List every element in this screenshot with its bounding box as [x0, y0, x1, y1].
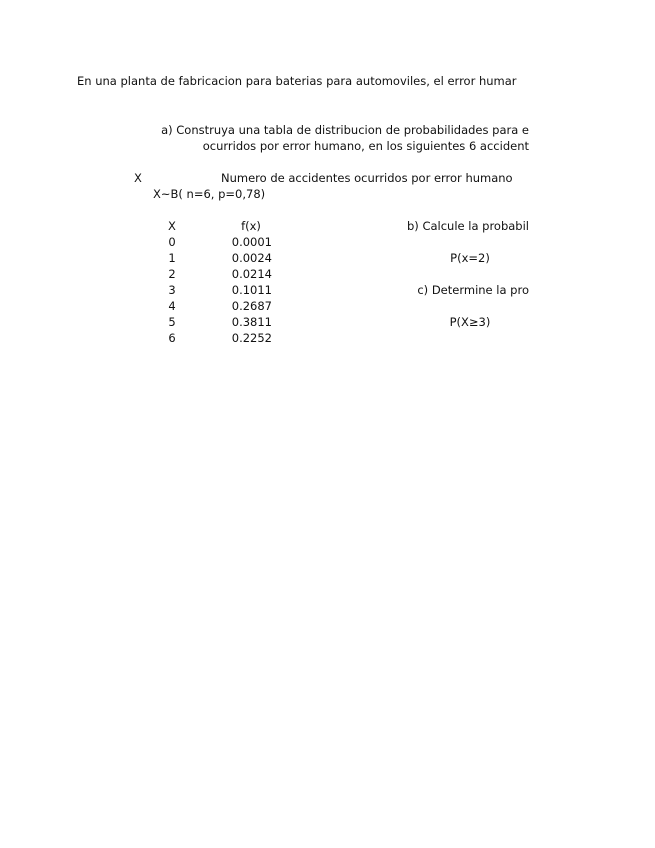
table-header-fx: f(x) [241, 219, 261, 233]
variable-description: Numero de accidentes ocurridos por error humano [221, 171, 513, 185]
table-cell-x: 5 [168, 315, 176, 329]
table-cell-x: 0 [168, 235, 176, 249]
table-cell-x: 2 [168, 267, 176, 281]
part-a-line1: a) Construya una tabla de distribucion de probabilidades para e [161, 123, 529, 137]
intro-text: En una planta de fabricacion para baterias para automoviles, el error humar [77, 74, 517, 88]
table-cell-x: 3 [168, 283, 176, 297]
table-cell-fx: 0.0001 [231, 235, 272, 249]
table-cell-fx: 0.2687 [231, 299, 272, 313]
part-b-label: b) Calcule la probabil [407, 219, 529, 233]
table-cell-fx: 0.0024 [231, 251, 272, 265]
table-cell-x: 4 [168, 299, 176, 313]
part-a-line2: ocurridos por error humano, en los siguientes 6 accident [202, 139, 529, 153]
table-cell-fx: 0.0214 [231, 267, 272, 281]
part-c-label: c) Determine la pro [417, 283, 529, 297]
table-header-x: X [168, 219, 176, 233]
table-cell-x: 6 [168, 331, 176, 345]
table-cell-fx: 0.2252 [231, 331, 272, 345]
part-c-expression: P(X≥3) [449, 315, 491, 329]
table-cell-fx: 0.1011 [231, 283, 272, 297]
distribution-label: X~B( n=6, p=0,78) [153, 187, 266, 201]
table-cell-fx: 0.3811 [231, 315, 272, 329]
part-b-expression: P(x=2) [450, 251, 490, 265]
variable-symbol: X [134, 171, 142, 185]
table-cell-x: 1 [168, 251, 176, 265]
